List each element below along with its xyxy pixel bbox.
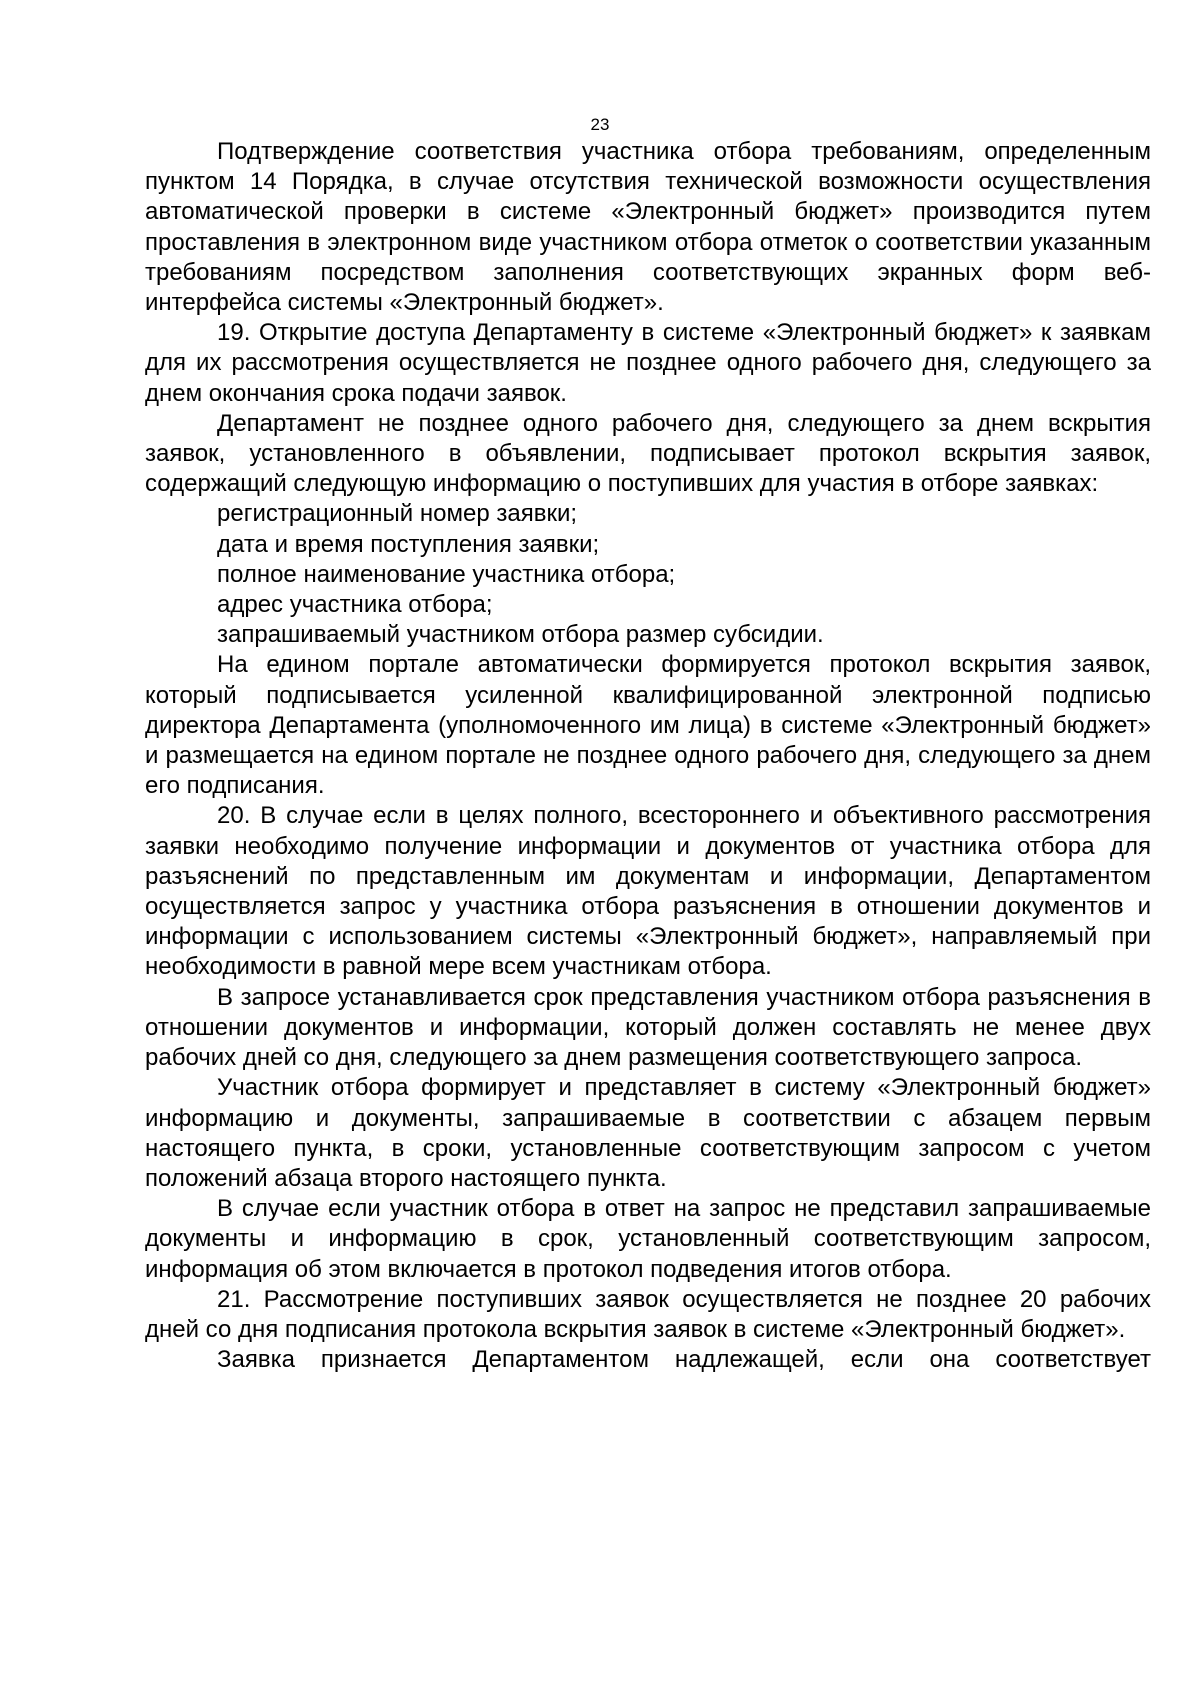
paragraph-unified-portal: На едином портале автоматически формируется протокол вскрытия заявок, который подписывается усиленной квалифицированной электронной подписью директора Департамента (уполномоченного им лица) в системе «Электронный бюджет» и размещается на едином портале не позднее одного рабочего дня, следующего за днем его подписания. xyxy=(145,651,1151,800)
paragraph-participant-submission: Участник отбора формирует и представляет в систему «Электронный бюджет» информацию и документы, запрашиваемые в соответствии с абзацем первым настоящего пункта, в сроки, установленные соответствующим запросом с учетом положений абзаца второго настоящего пункта. xyxy=(145,1074,1151,1192)
paragraph-confirmation: Подтверждение соответствия участника отбора требованиям, определенным пунктом 14 Порядка, в случае отсутствия технической возможности осуществления автоматической проверки в системе «Электронный бюджет» производится путем проставления в электронном виде участником отбора отметок о соответствии указанным требованиям посредством заполнения соответствующих экранных форм веб-интерфейса системы «Электронный бюджет». xyxy=(145,138,1151,317)
list-item-registration-number: регистрационный номер заявки; xyxy=(217,500,578,528)
paragraph-item-20: 20. В случае если в целях полного, всестороннего и объективного рассмотрения заявки необходимо получение информации и документов от участника отбора для разъяснений по представленным им документам и информации, Департаментом осуществляется запрос у участника отбора разъяснения в отношении документов и информации с использованием системы «Электронный бюджет», направляемый при необходимости в равной мере всем участникам отбора. xyxy=(145,802,1151,981)
paragraph-protocol-signing: Департамент не позднее одного рабочего дня, следующего за днем вскрытия заявок, установленного в объявлении, подписывает протокол вскрытия заявок, содержащий следующую информацию о поступивших для участия в отборе заявках: xyxy=(145,409,1151,498)
document-body xyxy=(145,137,1151,1375)
list-item-subsidy-amount: запрашиваемый участником отбора размер субсидии. xyxy=(217,621,824,649)
paragraph-no-response: В случае если участник отбора в ответ на запрос не представил запрашиваемые документы и информацию в срок, установленный соответствующим запросом, информация об этом включается в протокол подведения итогов отбора. xyxy=(145,1195,1151,1283)
paragraph-request-deadline: В запросе устанавливается срок представления участником отбора разъяснения в отношении документов и информации, который должен составлять не менее двух рабочих дней со дня, следующего за днем размещения соответствующего запроса. xyxy=(145,983,1151,1072)
paragraph-application-proper: Заявка признается Департаментом надлежащей, если она соответствует xyxy=(217,1346,1151,1374)
paragraph-item-21: 21. Рассмотрение поступивших заявок осуществляется не позднее 20 рабочих дней со дня подписания протокола вскрытия заявок в системе «Электронный бюджет». xyxy=(145,1285,1151,1343)
list-item-address: адрес участника отбора; xyxy=(217,591,493,619)
paragraph-item-19: 19. Открытие доступа Департаменту в системе «Электронный бюджет» к заявкам для их рассмотрения осуществляется не позднее одного рабочего дня, следующего за днем окончания срока подачи заявок. xyxy=(145,319,1151,407)
page-number: 23 xyxy=(590,115,610,134)
list-item-date-time: дата и время поступления заявки; xyxy=(217,530,600,558)
list-item-full-name: полное наименование участника отбора; xyxy=(217,560,676,588)
